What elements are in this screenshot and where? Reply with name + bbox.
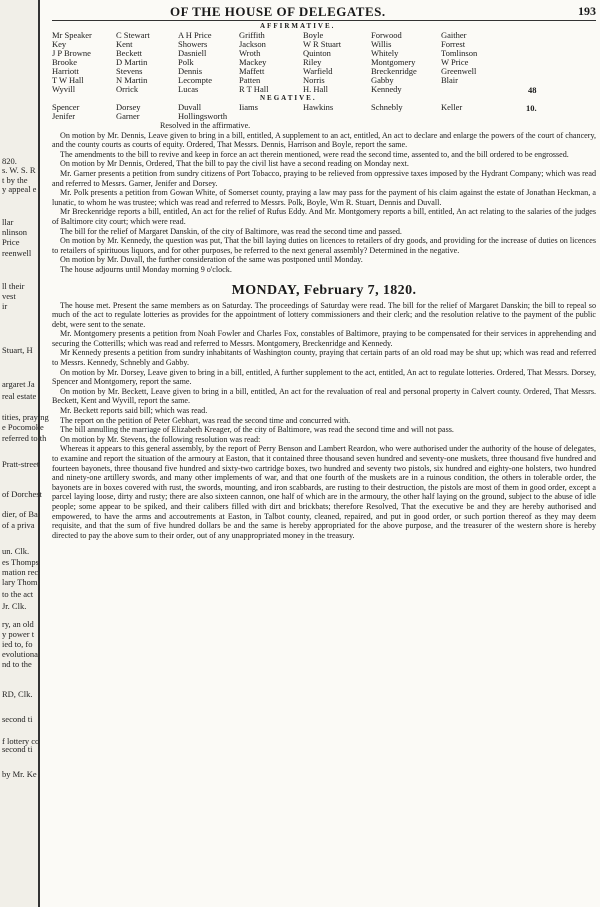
- page-header: [52, 4, 596, 21]
- affirmative-member: Jackson: [239, 39, 266, 49]
- margin-fragment: y power t: [2, 629, 35, 639]
- negative-member: [371, 112, 441, 121]
- margin-fragment: to the act: [2, 589, 34, 599]
- margin-fragment: evolutiona: [2, 649, 38, 659]
- margin-fragment: Stuart, H: [2, 345, 33, 355]
- affirmative-member: Willis: [371, 39, 392, 49]
- margin-fragment: Jr. Clk.: [2, 601, 27, 611]
- margin-fragment: of Dorchest: [2, 489, 42, 499]
- proceedings-paragraph: On motion by Mr Dennis, Ordered, That the bill to pay the civil list have a second reading on Monday next.: [60, 159, 409, 169]
- affirmative-member: N Martin: [116, 75, 148, 85]
- affirmative-member: Patten: [239, 75, 261, 85]
- proceedings-paragraph: Whereas it appears to this general assembly, by the report of Perry Benson and Lambert Reardon, who were authorised under the authority of the house of delegates, to examine and report the situation of the armoury at Easton, that it contained three thousand seven hundred and seventy-one muskets, three thousand five hundred and fourteen bayonets, three thousand five hundred and sixty-two cartridge boxes, two hundred and seventy two pistols, six hundred and eighty-one holsters, two hundred and ninety-one artillery swords, and many other implements of war, and that one fourth of the muskets are in a ruinous condition, the others in tolerable order, the bayonets are in boxes covered with rust, the swords, mounting, and iron scabbards, are rusting to their destruction, the pistols are most of them in good order, except a parcel laying loose, dirty and rusty; there are also sixteen cannon, one half of which are in the armoury, the other half laying on the ground, subject to the abuse of idle people; some appear to be spiked, and their calibers filled with dirt and brickbats; therefore Resolved, That the executive be and they are hereby authorised and empowered, to have the arms and accoutrements at Easton, in Talbot county, cleaned, repaired, and put in good order, or such portion thereof as they may deem requisite, and that the sum of five hundred dollars be and the same is hereby appropriated for the above purpose, and the treasurer of the western shore is hereby directed to pay the above sum to their order, out of any unappropriated money in the treasury.: [52, 444, 596, 540]
- margin-fragment: lary Thom: [2, 577, 38, 587]
- margin-fragment: un. Clk.: [2, 546, 30, 556]
- proceedings-paragraph: The report on the petition of Peter Gebhart, was read the second time and concurred with.: [60, 415, 351, 425]
- proceedings-paragraph: The bill annulling the marriage of Elizabeth Kreager, of the city of Baltimore, was read the second time and will not pass.: [60, 425, 454, 435]
- margin-fragment: nlinson: [2, 227, 28, 237]
- vote-result: Resolved in the affirmative.: [160, 121, 251, 130]
- affirmative-heading: AFFIRMATIVE.: [260, 22, 336, 30]
- negative-vote-list: [52, 103, 596, 121]
- left-margin-strip: [0, 0, 49, 907]
- affirmative-member: Greenwell: [441, 66, 477, 76]
- affirmative-member: Warfield: [303, 66, 333, 76]
- affirmative-member: Showers: [178, 39, 208, 49]
- proceedings-paragraph: The house met. Present the same members as on Saturday. The proceedings of Saturday were read. The bill for the relief of Margaret Danskin; the bill to repeal so much of the act to regulate lotteries as provides for the appointment of lottery commissioners and their clerk; and the resolution relative to the payment of the public debt, were sent to the senate.: [52, 300, 596, 329]
- margin-fragment: referred to th: [2, 433, 47, 443]
- affirmative-member: Breckenridge: [371, 66, 417, 76]
- affirmative-member: Stevens: [116, 66, 143, 76]
- affirmative-member: Montgomery: [371, 57, 416, 67]
- affirmative-member: Beckett: [116, 48, 142, 58]
- margin-fragment: ry, an old: [2, 619, 34, 629]
- affirmative-member: Mackey: [239, 57, 267, 67]
- margin-fragment: dier, of Ba: [2, 509, 38, 519]
- negative-count: 10.: [526, 103, 537, 113]
- margin-fragment: second ti: [2, 744, 33, 754]
- proceedings-paragraph: Mr Kennedy presents a petition from sundry inhabitants of Washington county, praying that certain parts of an old road may be shut up; which was read and referred to Messrs. Kennedy, Schnebly and Gabby.: [52, 348, 596, 368]
- affirmative-member: Whitely: [371, 48, 399, 58]
- affirmative-member: Gaither: [441, 30, 467, 40]
- affirmative-member: Mr Speaker: [52, 30, 92, 40]
- affirmative-member: Gabby: [371, 75, 394, 85]
- affirmative-member: Forrest: [441, 39, 466, 49]
- margin-fragment: second ti: [2, 714, 33, 724]
- affirmative-member: Lucas: [178, 84, 199, 94]
- margin-fragment: ir: [2, 301, 8, 311]
- affirmative-member: R T Hall: [239, 84, 269, 94]
- affirmative-member: Brooke: [52, 57, 78, 67]
- negative-member: [239, 112, 303, 121]
- margin-fragment: Pratt-street: [2, 459, 40, 469]
- margin-fragment: e Pocomoke: [2, 422, 44, 432]
- margin-fragment: f lottery co: [2, 736, 40, 746]
- proceedings-paragraph: Mr Breckenridge reports a bill, entitled, An act for the relief of Rufus Eddy. And Mr. Montgomery reports a bill, entitled, An act relating to the salaries of the judges of Baltimore city court; which were read.: [52, 207, 596, 226]
- proceedings-paragraph: Mr. Polk presents a petition from Gowan White, of Somerset county, praying a law may pass for the payment of his claim against the estate of Jonathan Heckman, a lunatic, to whom he was trustee; which was read and referred to Messrs. Polk, Boyle, Wm R. Stuart, Dennis and Duvall.: [52, 188, 596, 207]
- affirmative-member: Polk: [178, 57, 194, 67]
- proceedings-paragraph: The bill for the relief of Margaret Danskin, of the city of Baltimore, was read the second time and passed.: [60, 226, 402, 236]
- affirmative-member: Norris: [303, 75, 325, 85]
- proceedings-paragraph: On motion by Mr. Kennedy, the question was put, That the bill laying duties on licences to retailers of dry goods, and providing for the increase of duties on licences to retailers of spirituous liquors, and for other purposes, be referred to the next general assembly? Determined in the negative.: [52, 236, 596, 255]
- margin-fragment: RD, Clk.: [2, 689, 33, 699]
- affirmative-member: Wyvill: [52, 84, 76, 94]
- proceedings-paragraph: On motion by Mr. Duvall, the further consideration of the same was postponed until Monday.: [60, 255, 363, 265]
- affirmative-member: Lecompte: [178, 75, 212, 85]
- affirmative-member: Blair: [441, 75, 458, 85]
- proceedings-paragraph: On motion by Mr. Dorsey, Leave given to bring in a bill, entitled, A further supplement to the act, entitled, An act to regulate lotteries. Ordered, That Messrs. Dorsey, Spencer and Montgomery, report the same.: [52, 367, 596, 387]
- affirmative-member: Kennedy: [371, 84, 402, 94]
- affirmative-member: T W Hall: [52, 75, 84, 85]
- affirmative-member: Kent: [116, 39, 133, 49]
- proceedings-part-1: [52, 131, 596, 275]
- page-main: [52, 4, 596, 540]
- margin-fragment: es Thomps: [2, 557, 39, 567]
- margin-fragment: ied to, fo: [2, 639, 33, 649]
- margin-fragment: reenwell: [2, 248, 32, 258]
- negative-member: Spencer: [52, 102, 80, 112]
- affirmative-member: A H Price: [178, 30, 212, 40]
- negative-heading: NEGATIVE.: [260, 94, 317, 102]
- proceedings-paragraph: On motion by Mr. Stevens, the following resolution was read:: [60, 434, 261, 444]
- negative-member: Hollingsworth: [178, 111, 228, 121]
- proceedings-paragraph: Mr. Beckett reports said bill; which was read.: [60, 406, 208, 416]
- affirmative-member: Tomlinson: [441, 48, 478, 58]
- margin-fragment: vest: [2, 291, 16, 301]
- page-number: 193: [578, 4, 596, 18]
- proceedings-paragraph: The house adjourns until Monday morning 9 o'clock.: [60, 264, 232, 274]
- affirmative-member: Griffith: [239, 30, 265, 40]
- affirmative-member: W R Stuart: [303, 39, 342, 49]
- day-heading: MONDAY, February 7, 1820.: [231, 282, 417, 298]
- affirmative-member: Quinton: [303, 48, 331, 58]
- margin-fragment: tities, praying: [2, 412, 49, 422]
- margin-fragment: real estate: [2, 391, 37, 401]
- negative-member: Duvall: [178, 102, 202, 112]
- affirmative-member: Dennis: [178, 66, 203, 76]
- negative-member: Schnebly: [371, 102, 403, 112]
- negative-member: Jenifer: [52, 111, 76, 121]
- affirmative-member: D Martin: [116, 57, 148, 67]
- proceedings-paragraph: On motion by Mr. Beckett, Leave given to bring in a bill, entitled, An act for the revaluation of real and personal property in Calvert county. Ordered, That Messrs. Beckett, Kent and Wyvill, report the same.: [52, 386, 596, 406]
- negative-member: Keller: [441, 102, 463, 112]
- affirmative-member: W Price: [441, 57, 469, 67]
- affirmative-count: 48: [528, 85, 537, 95]
- affirmative-member: Key: [52, 39, 67, 49]
- negative-member: Iiams: [239, 102, 258, 112]
- negative-member: Dorsey: [116, 102, 141, 112]
- proceedings-part-2: [52, 301, 596, 541]
- proceedings-paragraph: On motion by Mr. Dennis, Leave given to bring in a bill, entitled, A supplement to an act, entitled, An act to declare and enlarge the powers of the court of chancery, and the county courts as courts of equity. Ordered, That Messrs. Dennis, Harrison and Boyle, report the same.: [52, 130, 596, 150]
- affirmative-section: [52, 22, 596, 94]
- affirmative-vote-list: [52, 31, 596, 94]
- negative-section: [52, 94, 596, 121]
- proceedings-paragraph: Mr. Garner presents a petition from sundry citizens of Port Tobacco, praying to be relieved from oppressive taxes imposed by the Hydrant Company; which was read and referred to Messrs. Garner, Jenifer and Dorsey.: [52, 168, 596, 188]
- affirmative-member: Dasniell: [178, 48, 207, 58]
- affirmative-member: [441, 85, 511, 94]
- affirmative-member: Orrick: [116, 84, 139, 94]
- margin-fragment: 820.: [2, 156, 17, 166]
- margin-fragment: y appeal e: [2, 184, 37, 194]
- affirmative-member: Boyle: [303, 30, 324, 40]
- negative-member: [441, 112, 511, 121]
- negative-member: Garner: [116, 111, 140, 121]
- affirmative-member: H. Hall: [303, 84, 329, 94]
- affirmative-member: J P Browne: [52, 48, 91, 58]
- page-title: OF THE HOUSE OF DELEGATES.: [170, 4, 386, 19]
- margin-fragment: argaret Ja: [2, 379, 35, 389]
- proceedings-paragraph: Mr. Montgomery presents a petition from Noah Fowler and Charles Fox, constables of Baltimore, praying to be compensated for their services in apprehending and securing the Cotterills; which was read and referred to Messrs. Montgomery, Breckenridge and Kennedy.: [52, 329, 596, 348]
- margin-fragment: nd to the: [2, 659, 32, 669]
- affirmative-member: Maffett: [239, 66, 265, 76]
- affirmative-member: Forwood: [371, 30, 402, 40]
- margin-fragment: of a priva: [2, 520, 35, 530]
- margin-fragment: llar: [2, 217, 14, 227]
- proceedings-paragraph: The amendments to the bill to revive and keep in force an act therein mentioned, were read the second time, assented to, and the bill ordered to be engrossed.: [60, 149, 569, 159]
- margin-fragment: t by the: [2, 175, 28, 185]
- affirmative-member: Riley: [303, 57, 322, 67]
- affirmative-member: C Stewart: [116, 30, 150, 40]
- margin-fragment: s. W. S. R: [2, 165, 36, 175]
- negative-member: Hawkins: [303, 102, 334, 112]
- margin-fragment: ll their: [2, 281, 25, 291]
- margin-fragment: by Mr. Ke: [2, 769, 37, 779]
- margin-fragment: Price: [2, 237, 20, 247]
- negative-member: [303, 112, 371, 121]
- affirmative-member: Harriott: [52, 66, 79, 76]
- affirmative-member: Wroth: [239, 48, 261, 58]
- margin-fragment: mation rec: [2, 567, 39, 577]
